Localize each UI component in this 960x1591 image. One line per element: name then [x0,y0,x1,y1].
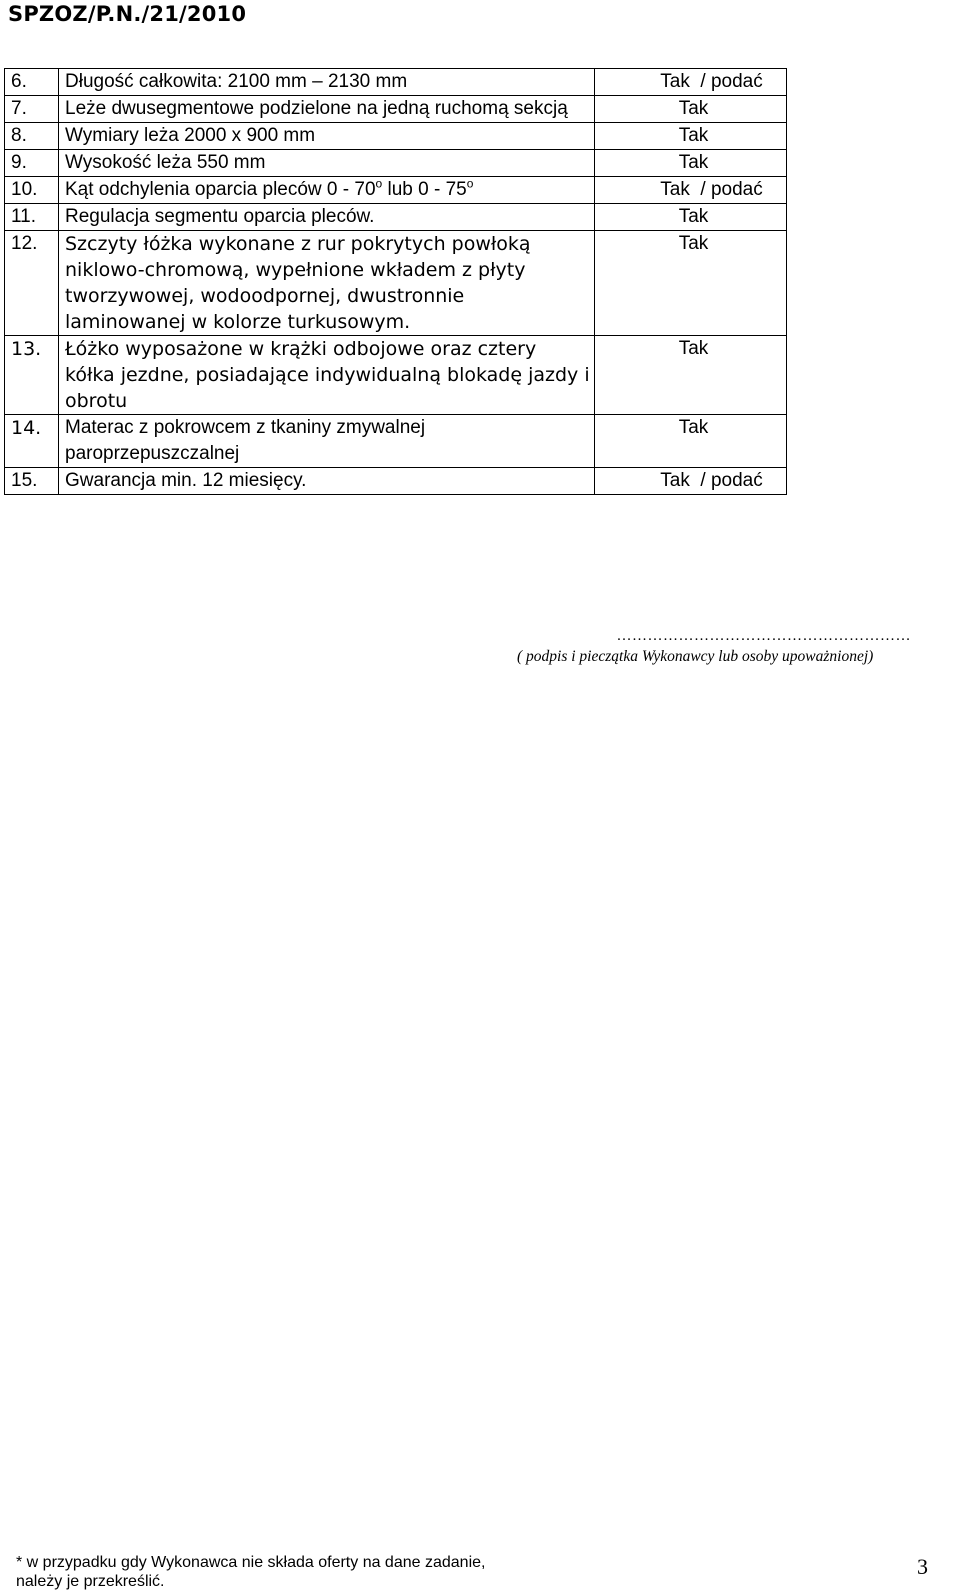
signature-caption: ( podpis i pieczątka Wykonawcy lub osoby upoważnionej) [517,648,874,665]
table-row [5,415,787,468]
page-number: 3 [917,1554,928,1579]
table-row [5,177,787,204]
row-description: Wymiary leża 2000 x 900 mm [59,123,595,150]
table-row [5,123,787,150]
row-number: 6. [5,69,59,96]
row-number: 11. [5,204,59,231]
row-value: Tak / podać [595,468,787,495]
row-number: 14. [5,415,59,468]
row-value: Tak [595,204,787,231]
table-row [5,150,787,177]
row-value: Tak / podać [595,69,787,96]
row-value: Tak [595,150,787,177]
table-row [5,69,787,96]
row-number: 7. [5,96,59,123]
specification-table [4,68,787,495]
row-description [59,177,595,204]
row-value: Tak [595,336,787,415]
degree-sup: o [466,176,474,191]
row-value: Tak [595,415,787,468]
row-value: Tak [595,96,787,123]
row-value: Tak [595,123,787,150]
footnote: * w przypadku gdy Wykonawca nie składa oferty na dane zadanie, należy je przekreślić. [16,1554,486,1590]
row-number: 13. [5,336,59,415]
row-number: 10. [5,177,59,204]
row-description: Szczyty łóżka wykonane z rur pokrytych powłoką niklowo-chromową, wypełnione wkładem z płyty tworzywowej, wodoodpornej, dwustronnie laminowanej w kolorze turkusowym. [59,231,595,336]
table-row [5,468,787,495]
row-number: 15. [5,468,59,495]
row-description: Regulacja segmentu oparcia pleców. [59,204,595,231]
row-description: Długość całkowita: 2100 mm – 2130 mm [59,69,595,96]
row-number: 8. [5,123,59,150]
document-code: SPZOZ/P.N./21/2010 [8,2,247,26]
desc-text: lub 0 - 75 [382,179,467,200]
row-description: Łóżko wyposażone w krążki odbojowe oraz cztery kółka jezdne, posiadające indywidualną blokadę jazdy i obrotu [59,336,595,415]
table-row [5,336,787,415]
row-value: Tak [595,231,787,336]
table-row [5,231,787,336]
row-description: Gwarancja min. 12 miesięcy. [59,468,595,495]
row-description: Wysokość leża 550 mm [59,150,595,177]
signature-line: ………………………………………………… [616,628,911,644]
row-number: 12. [5,231,59,336]
table-row [5,96,787,123]
row-description: Materac z pokrowcem z tkaniny zmywalnej paroprzepuszczalnej [59,415,595,468]
row-value: Tak / podać [595,177,787,204]
row-number: 9. [5,150,59,177]
degree-sup: o [375,176,383,191]
desc-text: Kąt odchylenia oparcia pleców 0 - 70 [65,179,376,200]
row-description: Leże dwusegmentowe podzielone na jedną ruchomą sekcją [59,96,595,123]
table-row [5,204,787,231]
